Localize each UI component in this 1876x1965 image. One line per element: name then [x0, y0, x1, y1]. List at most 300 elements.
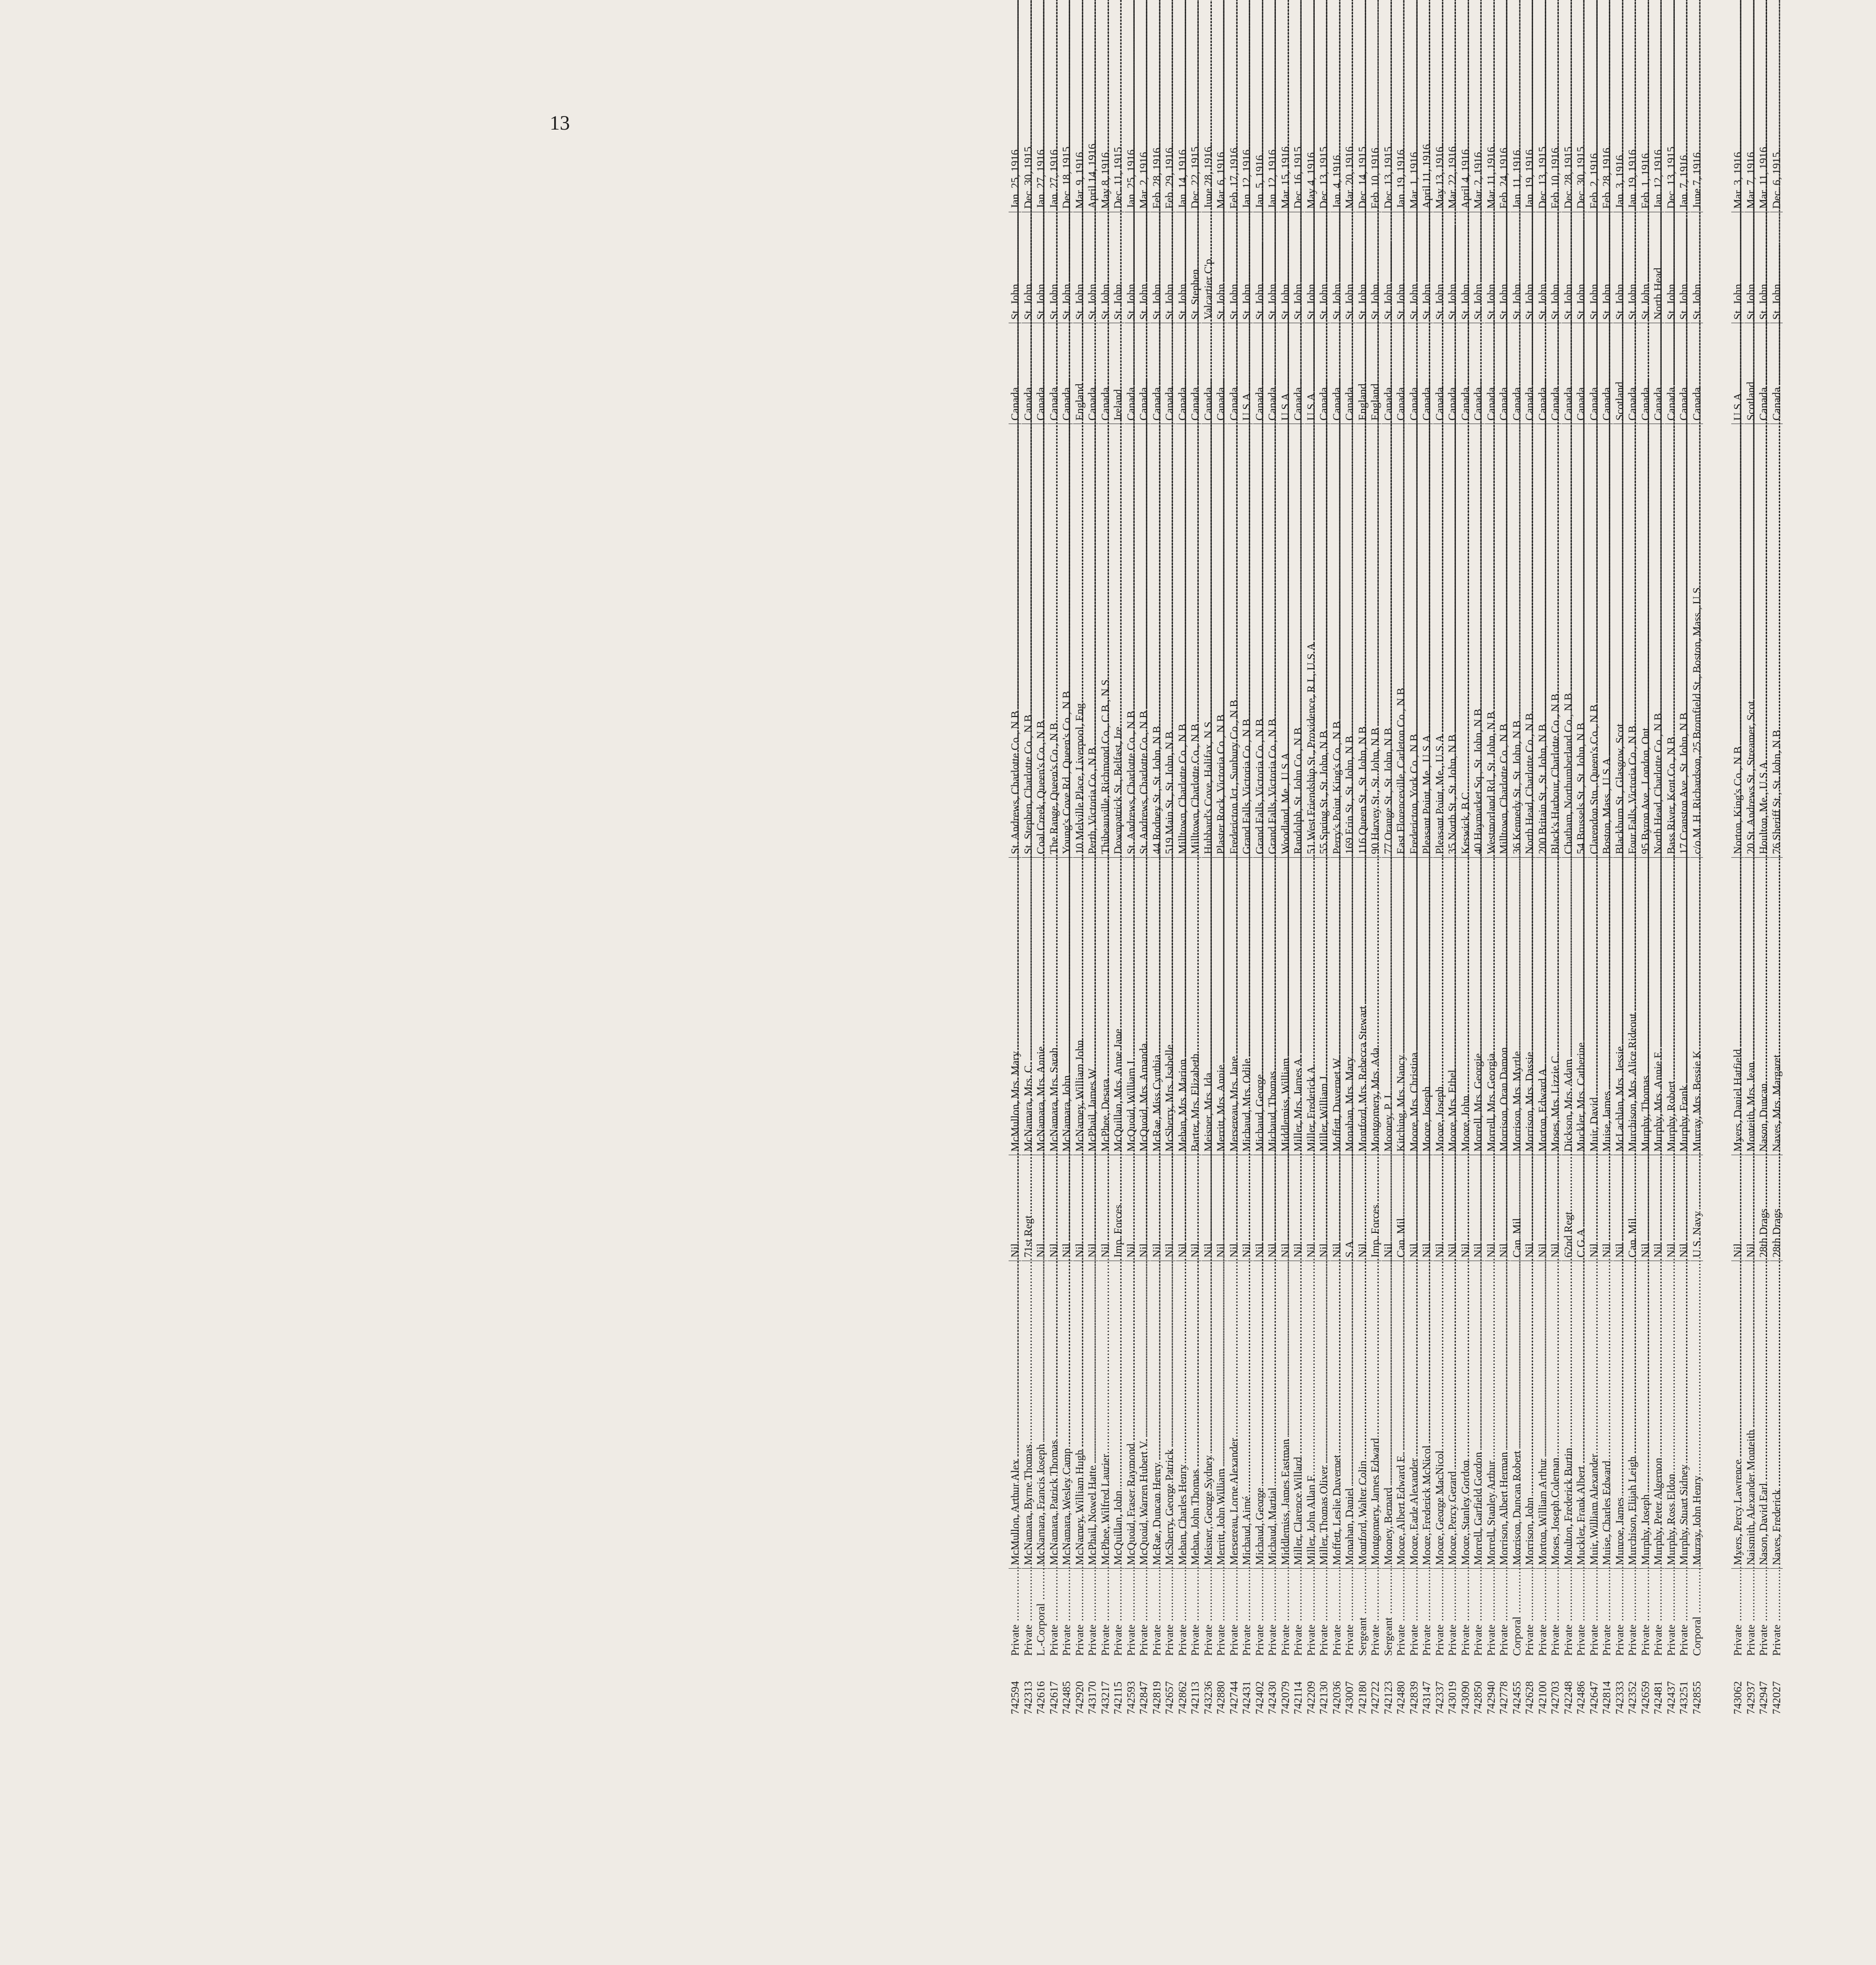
cell-prev: Nil ..... [1034, 1155, 1047, 1261]
cell-name: Naismith, Alexander Monteith ..... [1744, 1261, 1757, 1568]
cell-date: Jan. 12, 1916. [1266, 147, 1279, 209]
cell-name: Michaud, Aimé ..... [1240, 1261, 1253, 1568]
cell-prev: Nil ..... [1497, 1155, 1510, 1261]
cell-country: Canada ..... [1060, 323, 1073, 424]
cell-kin: Murphy, Mrs. Annie E. ..... [1652, 857, 1664, 1155]
cell-num: 742115 [1111, 1681, 1125, 1714]
cell-name: McSherry, George Patrick ..... [1163, 1261, 1176, 1568]
cell-country: Canada ..... [1382, 323, 1394, 424]
cell-date: Mar. 1, 1916. [1407, 149, 1420, 209]
cell-place: St. John ..... [1305, 212, 1317, 323]
cell-addr: Norton, King's Co., N.B ..... [1731, 424, 1744, 857]
cell-num: 742778 [1497, 1681, 1510, 1714]
cell-prev: Can. Mil ..... [1510, 1155, 1523, 1261]
cell-rank: Private ..... [1626, 1568, 1638, 1659]
cell-rank: Private ..... [1485, 1568, 1497, 1659]
cell-place: St. John ..... [1677, 212, 1690, 323]
cell-addr: Keswick, B.C ..... [1459, 424, 1472, 857]
cell-prev: Nil ..... [1549, 1155, 1561, 1261]
table-row [1665, 101, 1678, 1714]
cell-kin: McQuoid, Mrs. Amanda ..... [1137, 857, 1150, 1155]
cell-rank: Private ..... [1125, 1568, 1137, 1659]
cell-rank: Private ..... [1549, 1568, 1561, 1659]
cell-country: Canada ..... [1034, 323, 1047, 424]
cell-rank: Private ..... [1639, 1568, 1652, 1659]
cell-kin: Middlemiss, William ..... [1279, 857, 1292, 1155]
cell-name: Murphy, Peter Algernon ..... [1652, 1261, 1664, 1568]
cell-date: Dec. 13, 1915. [1536, 144, 1549, 209]
cell-rank: Private ..... [1731, 1568, 1744, 1659]
cell-addr: Milltown, Charlotte Co., N.B ..... [1497, 424, 1510, 857]
cell-rank: L.-Corporal ..... [1034, 1568, 1047, 1659]
cell-prev: Nil ..... [1433, 1155, 1446, 1261]
cell-date: Dec. 13, 1915. [1317, 144, 1330, 209]
cell-kin: Murphy, Frank ..... [1677, 857, 1690, 1155]
cell-rank: Private ..... [1369, 1568, 1381, 1659]
cell-kin: Morton, Edward A. ..... [1536, 857, 1549, 1155]
cell-addr: 20 St. Andrews St., Streamer, Scot ..... [1744, 424, 1757, 857]
cell-kin: Morrison, Oran Damon ..... [1497, 857, 1510, 1155]
table-row [1189, 101, 1202, 1714]
cell-country: Canada ..... [1459, 323, 1472, 424]
cell-num: 742744 [1227, 1681, 1240, 1714]
cell-date: Feb. 17, 1916. [1227, 145, 1240, 209]
cell-num: 742123 [1381, 1681, 1394, 1714]
table-row [1536, 101, 1549, 1714]
cell-place: St. John ..... [1060, 212, 1073, 323]
cell-num: 742481 [1652, 1681, 1665, 1714]
cell-date: Mar. 3, 1916. [1731, 149, 1744, 209]
cell-date: May 13, 1916. [1433, 144, 1446, 209]
cell-country: U.S.A ..... [1305, 323, 1317, 424]
cell-name: McNamara, Francis Joseph ..... [1034, 1261, 1047, 1568]
cell-date: Mar. 20, 1916. [1343, 144, 1356, 209]
table-row [1588, 101, 1601, 1714]
cell-place: St. John ..... [1253, 212, 1266, 323]
cell-country: Canada ..... [1665, 323, 1677, 424]
cell-num: 742850 [1472, 1681, 1485, 1714]
cell-name: Munroe, James ..... [1613, 1261, 1626, 1568]
cell-kin: Moore, Mrs. Christina ..... [1408, 857, 1420, 1155]
cell-date: Feb. 10, 1916. [1549, 145, 1562, 209]
cell-name: Murray, John Henry ..... [1690, 1261, 1703, 1568]
cell-name: Moses, Joseph Coleman ..... [1549, 1261, 1561, 1568]
page-number: 13 [550, 111, 570, 134]
cell-date: Jan. 27, 1916. [1034, 147, 1047, 209]
cell-rank: Private ..... [1253, 1568, 1266, 1659]
cell-country: Canada ..... [1047, 323, 1060, 424]
cell-country: U.S.A ..... [1731, 323, 1744, 424]
cell-num: 742431 [1240, 1681, 1253, 1714]
cell-rank: Private ..... [1240, 1568, 1253, 1659]
table-row [1073, 101, 1086, 1714]
cell-country: Canada ..... [1639, 323, 1652, 424]
cell-rank: Private ..... [1073, 1568, 1086, 1659]
cell-addr: Milltown, Charlotte Co., N.B ..... [1176, 424, 1189, 857]
cell-country: Canada ..... [1472, 323, 1484, 424]
cell-place: St. John ..... [1137, 212, 1150, 323]
table-row [1034, 101, 1047, 1714]
cell-country: Canada ..... [1125, 323, 1137, 424]
cell-place: St. John ..... [1240, 212, 1253, 323]
cell-place: St. John ..... [1744, 212, 1757, 323]
cell-kin: McNamara, Mrs. Sarah ..... [1047, 857, 1060, 1155]
cell-addr: 36 Kennedy St., St. John, N.B ..... [1510, 424, 1523, 857]
cell-prev: Nil ..... [1317, 1155, 1330, 1261]
cell-name: Morton, William Arthur ..... [1536, 1261, 1549, 1568]
cell-date: June 7, 1916. [1690, 149, 1703, 209]
cell-kin: Michaud, Thomas ..... [1266, 857, 1278, 1155]
cell-num: 742839 [1407, 1681, 1420, 1714]
cell-name: Moore, Earle Alexander ..... [1408, 1261, 1420, 1568]
cell-addr: Downpatrick St., Belfast, Ire ..... [1111, 424, 1124, 857]
cell-prev: Nil ..... [1588, 1155, 1600, 1261]
cell-prev: Nil ..... [1099, 1155, 1111, 1261]
cell-kin: Naves, Mrs. Margaret ..... [1770, 857, 1783, 1155]
cell-prev: 28th Drags ..... [1770, 1155, 1783, 1261]
cell-addr: Bass River, Kent Co., N.B ..... [1665, 424, 1677, 857]
cell-country: Canada ..... [1536, 323, 1549, 424]
table-row [1111, 101, 1125, 1714]
cell-date: Mar. 11, 1916. [1484, 144, 1497, 209]
cell-country: Canada ..... [1626, 323, 1638, 424]
cell-rank: Private ..... [1292, 1568, 1304, 1659]
cell-prev: Nil ..... [1176, 1155, 1189, 1261]
cell-date: April 11, 1916. [1420, 141, 1433, 209]
cell-country: Canada ..... [1588, 323, 1600, 424]
table-row [1549, 101, 1562, 1714]
cell-date: Feb. 1, 1916. [1638, 150, 1652, 209]
cell-name: Myers, Percy Lawrence ..... [1731, 1261, 1744, 1568]
cell-place: St. John ..... [1111, 212, 1124, 323]
cell-kin: McQuillan, Mrs. Anne Jane ..... [1111, 857, 1124, 1155]
cell-name: McNamara, Byrne Thomas ..... [1022, 1261, 1034, 1568]
cell-num: 743251 [1677, 1681, 1690, 1714]
cell-kin: McQuoid, William J. ..... [1125, 857, 1137, 1155]
cell-num: 742480 [1394, 1681, 1408, 1714]
cell-date: Feb. 24, 1916. [1497, 145, 1510, 209]
cell-kin: Moffett, Duvernet W. ..... [1330, 857, 1343, 1155]
table-row [1600, 101, 1613, 1714]
table-row [1626, 101, 1639, 1714]
cell-date: Dec. 11, 1915. [1111, 144, 1125, 209]
cell-addr: St. Stephen, Charlotte Co., N.B ..... [1022, 424, 1034, 857]
cell-addr: Grand Falls, Victoria Co., N.B ..... [1266, 424, 1278, 857]
cell-rank: Sergeant ..... [1356, 1568, 1369, 1659]
cell-country: Canada ..... [1446, 323, 1458, 424]
cell-rank: Private ..... [1536, 1568, 1549, 1659]
cell-name: Middlemiss, James Eastman ..... [1279, 1261, 1292, 1568]
cell-country: Canada ..... [1523, 323, 1536, 424]
cell-prev: Nil ..... [1446, 1155, 1458, 1261]
cell-country: Canada ..... [1574, 323, 1587, 424]
cell-num: 742485 [1060, 1681, 1073, 1714]
cell-date: May 8, 1916. [1098, 149, 1111, 209]
cell-num: 742352 [1626, 1681, 1639, 1714]
cell-rank: Private ..... [1446, 1568, 1458, 1659]
cell-prev: 62nd Regt ..... [1562, 1155, 1574, 1261]
cell-name: McQuillan, John ..... [1111, 1261, 1124, 1568]
cell-kin: Muise, James ..... [1600, 857, 1613, 1155]
cell-country: Canada ..... [1420, 323, 1433, 424]
table-row [1343, 101, 1356, 1714]
cell-name: Montgomery, James Edward ..... [1369, 1261, 1381, 1568]
cell-rank: Private ..... [1111, 1568, 1124, 1659]
cell-kin: Morrison, Mrs. Dassie ..... [1523, 857, 1536, 1155]
cell-date: Jan. 12, 1916. [1240, 147, 1253, 209]
cell-num: 742617 [1047, 1681, 1060, 1714]
cell-place: St. John ..... [1125, 212, 1137, 323]
cell-kin: Dickson, Mrs. Adam ..... [1562, 857, 1574, 1155]
cell-kin: Moore, Joseph ..... [1420, 857, 1433, 1155]
cell-place: St. John ..... [1369, 212, 1381, 323]
cell-prev: Nil ..... [1382, 1155, 1394, 1261]
cell-country: Canada ..... [1150, 323, 1163, 424]
cell-place: St. John ..... [1536, 212, 1549, 323]
cell-rank: Corporal ..... [1690, 1568, 1703, 1659]
cell-num: 742430 [1266, 1681, 1279, 1714]
table-row [1240, 101, 1253, 1714]
cell-date: Feb. 2, 1916. [1587, 150, 1600, 209]
cell-name: Nason, David Earl ..... [1757, 1261, 1770, 1568]
table-row [1202, 101, 1215, 1714]
table-row [1047, 101, 1061, 1714]
cell-date: Jan. 7, 1916. [1677, 152, 1690, 209]
cell-kin: Myers, Daniel Hatfield ..... [1731, 857, 1744, 1155]
cell-name: McMullon, Arthur Alex ..... [1009, 1261, 1021, 1568]
cell-name: Monahan, Daniel ..... [1343, 1261, 1356, 1568]
table-row [1523, 101, 1536, 1714]
cell-kin: Michaud, Mrs. Odile ..... [1240, 857, 1253, 1155]
cell-place: St. John ..... [1731, 212, 1744, 323]
cell-kin: Muir, David ..... [1588, 857, 1600, 1155]
table-row [1408, 101, 1421, 1714]
table-row [1677, 101, 1690, 1714]
nominal-roll-table [1009, 101, 1876, 1714]
cell-prev: Nil ..... [1639, 1155, 1652, 1261]
cell-num: 742130 [1317, 1681, 1330, 1714]
cell-kin: Monahan, Mrs. Mary ..... [1343, 857, 1356, 1155]
cell-kin: Kitching, Mrs. Nancy ..... [1394, 857, 1407, 1155]
table-row [1330, 101, 1343, 1714]
cell-country: Canada ..... [1189, 323, 1201, 424]
cell-name: Miller, John Allan F. ..... [1305, 1261, 1317, 1568]
cell-addr: 200 Britain St., St. John, N.B ..... [1536, 424, 1549, 857]
cell-num: 742880 [1214, 1681, 1227, 1714]
cell-place: St. John ..... [1485, 212, 1497, 323]
cell-prev: Nil ..... [1240, 1155, 1253, 1261]
cell-place: St. John ..... [1047, 212, 1060, 323]
cell-num: 742437 [1664, 1681, 1677, 1714]
cell-country: Canada ..... [1202, 323, 1214, 424]
cell-kin: Montford, Mrs. Rebecca Stewart ..... [1356, 857, 1369, 1155]
cell-num: 742248 [1561, 1681, 1574, 1714]
cell-addr: 54 Brussels St., St. John, N.B ..... [1574, 424, 1587, 857]
cell-prev: Nil ..... [1305, 1155, 1317, 1261]
cell-date: Jan. 12, 1916. [1652, 147, 1665, 209]
cell-kin: Moore, John ..... [1459, 857, 1472, 1155]
cell-num: 743170 [1086, 1681, 1099, 1714]
cell-place: St. John ..... [1574, 212, 1587, 323]
cell-prev: Nil ..... [1047, 1155, 1060, 1261]
cell-kin: Miller, Mrs. James A. ..... [1292, 857, 1304, 1155]
cell-addr: 55 Spring St., St. John, N.B ..... [1317, 424, 1330, 857]
cell-date: Jan. 19, 1916. [1523, 147, 1536, 209]
cell-prev: Nil ..... [1150, 1155, 1163, 1261]
cell-rank: Private ..... [1060, 1568, 1073, 1659]
cell-addr: Clarendon Stn., Queen's Co., N.B ..... [1588, 424, 1600, 857]
table-row [1472, 101, 1485, 1714]
cell-num: 743217 [1098, 1681, 1111, 1714]
cell-country: Canada ..... [1176, 323, 1189, 424]
cell-num: 743062 [1731, 1681, 1744, 1714]
cell-addr: 95 Byron Ave., London, Ont ..... [1639, 424, 1652, 857]
cell-place: St. John ..... [1600, 212, 1613, 323]
cell-num: 742819 [1150, 1681, 1163, 1714]
cell-prev: Nil ..... [1279, 1155, 1292, 1261]
cell-rank: Private ..... [1770, 1568, 1783, 1659]
cell-name: Murphy, Ross Eldon ..... [1665, 1261, 1677, 1568]
cell-name: Miller, Thomas Oliver ..... [1317, 1261, 1330, 1568]
cell-addr: Four Falls, Victoria Co., N.B ..... [1626, 424, 1638, 857]
cell-addr: Thibeauville, Richmond Co., C.B., N.S ..... [1099, 424, 1111, 857]
table-row [1446, 101, 1459, 1714]
cell-addr: Coal Creek, Queen's Co., N.B ..... [1034, 424, 1047, 857]
cell-place: St. John ..... [1073, 212, 1086, 323]
cell-prev: Nil ..... [1227, 1155, 1240, 1261]
cell-date: Jan. 14, 1916. [1176, 147, 1189, 209]
cell-addr: North Head, Charlotte Co., N.B ..... [1652, 424, 1664, 857]
cell-place: St. John ..... [1626, 212, 1638, 323]
cell-place: St. John ..... [1446, 212, 1458, 323]
cell-rank: Private ..... [1433, 1568, 1446, 1659]
table-row [1292, 101, 1305, 1714]
cell-addr: St. Andrews, Charlotte Co., N.B ..... [1137, 424, 1150, 857]
cell-rank: Private ..... [1600, 1568, 1613, 1659]
cell-prev: Nil ..... [1189, 1155, 1201, 1261]
cell-kin: Mooney, P. J. ..... [1382, 857, 1394, 1155]
cell-kin: McLachlan, Mrs. Jessie ..... [1613, 857, 1626, 1155]
cell-kin: Murphy, Thomas ..... [1639, 857, 1652, 1155]
cell-prev: Nil ..... [1009, 1155, 1021, 1261]
cell-addr: St. Andrews, Charlotte Co., N.B ..... [1009, 424, 1021, 857]
table-row [1497, 101, 1510, 1714]
cell-place: St. John ..... [1086, 212, 1098, 323]
cell-kin: Nason, Duncan ..... [1757, 857, 1770, 1155]
cell-country: Canada ..... [1227, 323, 1240, 424]
cell-date: Mar. 15, 1916. [1278, 144, 1292, 209]
table-row [1086, 101, 1099, 1714]
cell-rank: Private ..... [1305, 1568, 1317, 1659]
cell-name: McNarney, William Hugh ..... [1073, 1261, 1086, 1568]
cell-place: St. John ..... [1266, 212, 1278, 323]
cell-kin: Michaud, George ..... [1253, 857, 1266, 1155]
cell-date: Jan. 25, 1916. [1009, 147, 1022, 209]
cell-prev: Nil ..... [1665, 1155, 1677, 1261]
cell-addr: Black's Harbour, Charlotte Co., N.B ..... [1549, 424, 1561, 857]
cell-country: Canada ..... [1214, 323, 1227, 424]
table-row [1099, 101, 1112, 1714]
cell-name: Michaud, Martial ..... [1266, 1261, 1278, 1568]
cell-name: Moore, Stanley Gordon ..... [1459, 1261, 1472, 1568]
cell-country: Canada ..... [1099, 323, 1111, 424]
cell-addr: 169 Erin St., St. John, N.B ..... [1343, 424, 1356, 857]
cell-addr: Hubbard's Cove, Halifax, N.S ..... [1202, 424, 1214, 857]
cell-country: Canada ..... [1757, 323, 1770, 424]
cell-rank: Private ..... [1497, 1568, 1510, 1659]
cell-name: Murphy, Stuart Sidney ..... [1677, 1261, 1690, 1568]
cell-num: 742486 [1574, 1681, 1588, 1714]
cell-place: St. John ..... [1690, 212, 1703, 323]
cell-name: Moore, George MacNicol ..... [1433, 1261, 1446, 1568]
cell-rank: Private ..... [1099, 1568, 1111, 1659]
cell-prev: Nil ..... [1253, 1155, 1266, 1261]
cell-place: St. John ..... [1394, 212, 1407, 323]
cell-num: 742855 [1690, 1681, 1703, 1714]
cell-addr: Plaster Rock, Victoria Co., N.B ..... [1214, 424, 1227, 857]
table-row [1009, 101, 1022, 1714]
table-row [1266, 101, 1279, 1714]
cell-addr: Pleasant Point, Me., U.S.A ..... [1433, 424, 1446, 857]
cell-name: McPhail, Nowel Hatte ..... [1086, 1261, 1098, 1568]
cell-rank: Private ..... [1279, 1568, 1292, 1659]
cell-date: Mar. 9, 1916. [1073, 149, 1086, 209]
cell-place: St. John ..... [1317, 212, 1330, 323]
cell-place: St. John ..... [1459, 212, 1472, 323]
cell-prev: Nil ..... [1214, 1155, 1227, 1261]
cell-rank: Private ..... [1086, 1568, 1098, 1659]
cell-name: Morrison, Albert Herman ..... [1497, 1261, 1510, 1568]
cell-num: 742455 [1510, 1681, 1523, 1714]
cell-prev: Nil ..... [1086, 1155, 1098, 1261]
cell-addr: Fredericton Jct., Sunbury Co., N.B ..... [1227, 424, 1240, 857]
cell-num: 742940 [1484, 1681, 1497, 1714]
cell-date: Mar. 7, 1916. [1744, 149, 1757, 209]
cell-rank: Private ..... [1022, 1568, 1034, 1659]
table-row [1214, 101, 1227, 1714]
cell-name: Muir, William Alexander ..... [1588, 1261, 1600, 1568]
cell-prev: U.S. Navy ..... [1690, 1155, 1703, 1261]
cell-num: 742337 [1433, 1681, 1446, 1714]
cell-name: Morrell, Stanley Arthur ..... [1485, 1261, 1497, 1568]
cell-place: St. John ..... [1176, 212, 1189, 323]
cell-num: 742313 [1021, 1681, 1034, 1714]
cell-kin: Moore, Joseph ..... [1433, 857, 1446, 1155]
cell-num: 742628 [1523, 1681, 1536, 1714]
cell-name: Moore, Percy Gerard ..... [1446, 1261, 1458, 1568]
cell-kin: McSherry, Mrs. Isabelle ..... [1163, 857, 1176, 1155]
cell-num: 742847 [1137, 1681, 1150, 1714]
cell-name: Mooney, Bernard ..... [1382, 1261, 1394, 1568]
cell-place: St. John ..... [1022, 212, 1034, 323]
cell-addr: 90 Harvey St., St. John, N.B ..... [1369, 424, 1381, 857]
table-row [1279, 101, 1292, 1714]
cell-rank: Private ..... [1420, 1568, 1433, 1659]
table-row [1770, 101, 1783, 1714]
cell-country: Canada ..... [1292, 323, 1304, 424]
cell-prev: Can. Mil ..... [1394, 1155, 1407, 1261]
cell-country: Canada ..... [1163, 323, 1176, 424]
cell-kin: Montgomery, Mrs. Ada ..... [1369, 857, 1381, 1155]
cell-kin: McNamara, Mrs. Annie ..... [1034, 857, 1047, 1155]
cell-place: St. John ..... [1034, 212, 1047, 323]
cell-country: England ..... [1369, 323, 1381, 424]
cell-date: May 4, 1916. [1304, 149, 1317, 209]
cell-prev: Nil ..... [1356, 1155, 1369, 1261]
table-row [1731, 101, 1744, 1714]
cell-rank: Private ..... [1394, 1568, 1407, 1659]
cell-num: 743090 [1458, 1681, 1472, 1714]
